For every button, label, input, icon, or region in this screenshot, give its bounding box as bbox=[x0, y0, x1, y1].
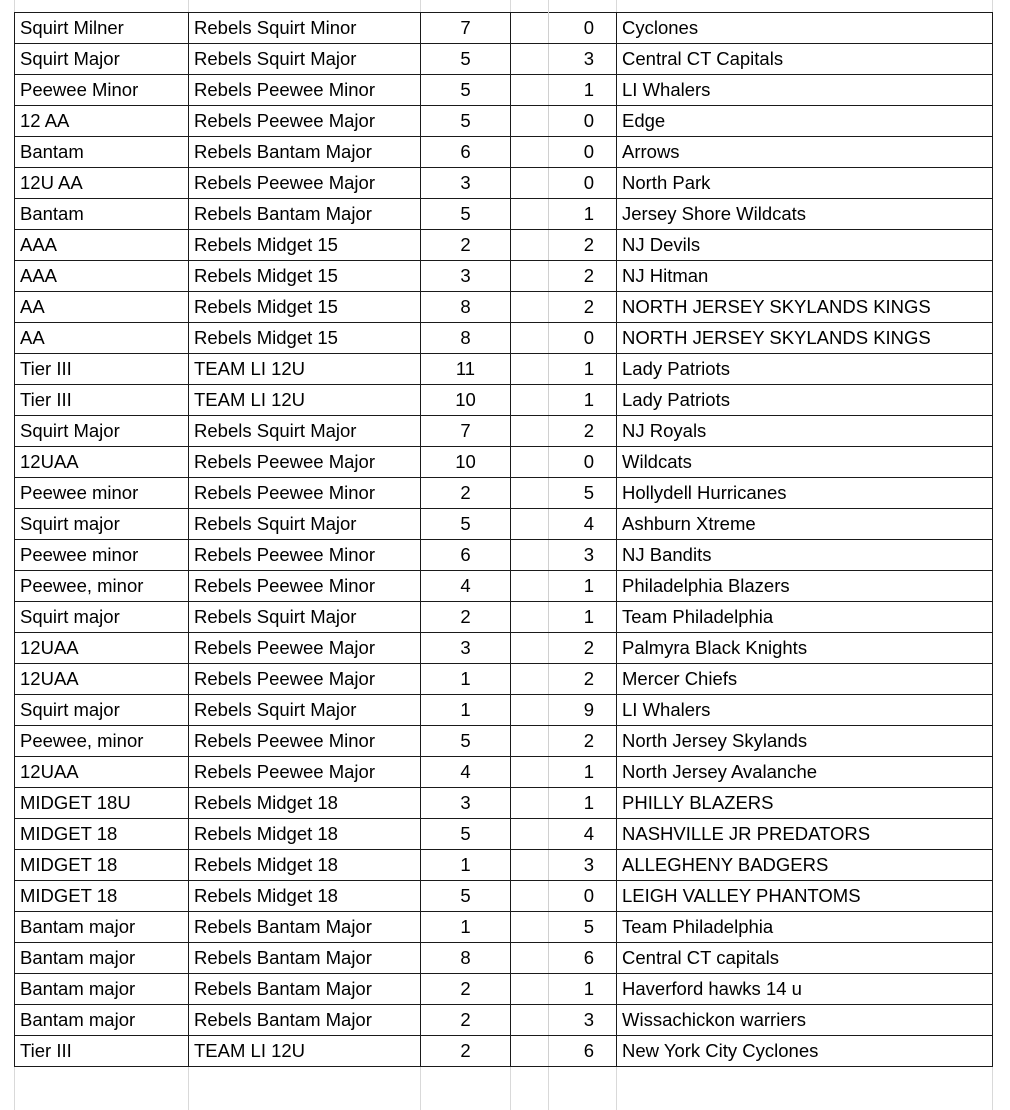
score-for-cell[interactable]: 1 bbox=[421, 912, 511, 943]
division-cell[interactable]: Bantam bbox=[15, 137, 189, 168]
empty-cell[interactable] bbox=[511, 478, 549, 509]
score-for-cell[interactable]: 10 bbox=[421, 385, 511, 416]
team-cell[interactable]: Rebels Bantam Major bbox=[189, 943, 421, 974]
opponent-cell[interactable]: Palmyra Black Knights bbox=[617, 633, 993, 664]
table-row bbox=[15, 292, 993, 323]
team-cell[interactable]: Rebels Squirt Minor bbox=[189, 13, 421, 44]
score-against-cell[interactable]: 1 bbox=[549, 602, 617, 633]
empty-cell[interactable] bbox=[511, 602, 549, 633]
table-row bbox=[15, 261, 993, 292]
opponent-cell[interactable]: NORTH JERSEY SKYLANDS KINGS bbox=[617, 323, 993, 354]
team-cell[interactable]: Rebels Squirt Major bbox=[189, 509, 421, 540]
score-against-cell[interactable]: 5 bbox=[549, 912, 617, 943]
empty-cell[interactable] bbox=[511, 75, 549, 106]
table-row bbox=[15, 416, 993, 447]
division-cell[interactable]: AA bbox=[15, 292, 189, 323]
opponent-cell[interactable]: NASHVILLE JR PREDATORS bbox=[617, 819, 993, 850]
table-row bbox=[15, 509, 993, 540]
division-cell[interactable]: Squirt major bbox=[15, 602, 189, 633]
table-row bbox=[15, 757, 993, 788]
empty-cell[interactable] bbox=[511, 571, 549, 602]
division-cell[interactable]: 12UAA bbox=[15, 757, 189, 788]
division-cell[interactable]: Tier III bbox=[15, 1036, 189, 1067]
opponent-cell[interactable]: Philadelphia Blazers bbox=[617, 571, 993, 602]
opponent-cell[interactable]: NJ Bandits bbox=[617, 540, 993, 571]
division-cell[interactable]: AAA bbox=[15, 261, 189, 292]
team-cell[interactable]: Rebels Peewee Minor bbox=[189, 571, 421, 602]
score-against-cell[interactable]: 0 bbox=[549, 106, 617, 137]
empty-cell[interactable] bbox=[511, 695, 549, 726]
opponent-cell[interactable]: Haverford hawks 14 u bbox=[617, 974, 993, 1005]
score-for-cell[interactable]: 10 bbox=[421, 447, 511, 478]
score-for-cell[interactable]: 2 bbox=[421, 974, 511, 1005]
score-for-cell[interactable]: 7 bbox=[421, 13, 511, 44]
division-cell[interactable]: Squirt major bbox=[15, 509, 189, 540]
score-for-cell[interactable]: 8 bbox=[421, 323, 511, 354]
team-cell[interactable]: Rebels Peewee Major bbox=[189, 168, 421, 199]
score-for-cell[interactable]: 2 bbox=[421, 1005, 511, 1036]
score-for-cell[interactable]: 5 bbox=[421, 44, 511, 75]
opponent-cell[interactable]: Team Philadelphia bbox=[617, 912, 993, 943]
score-against-cell[interactable]: 2 bbox=[549, 292, 617, 323]
opponent-cell[interactable]: Ashburn Xtreme bbox=[617, 509, 993, 540]
score-against-cell[interactable]: 0 bbox=[549, 13, 617, 44]
table-row bbox=[15, 633, 993, 664]
score-against-cell[interactable]: 1 bbox=[549, 75, 617, 106]
table-row bbox=[15, 850, 993, 881]
score-for-cell[interactable]: 6 bbox=[421, 137, 511, 168]
team-cell[interactable]: Rebels Peewee Major bbox=[189, 633, 421, 664]
empty-cell[interactable] bbox=[511, 881, 549, 912]
score-against-cell[interactable]: 6 bbox=[549, 943, 617, 974]
empty-cell[interactable] bbox=[511, 447, 549, 478]
score-against-cell[interactable]: 0 bbox=[549, 168, 617, 199]
division-cell[interactable]: Squirt Major bbox=[15, 416, 189, 447]
division-cell[interactable]: 12UAA bbox=[15, 664, 189, 695]
division-cell[interactable]: AAA bbox=[15, 230, 189, 261]
score-for-cell[interactable]: 11 bbox=[421, 354, 511, 385]
division-cell[interactable]: Peewee, minor bbox=[15, 726, 189, 757]
opponent-cell[interactable]: NJ Royals bbox=[617, 416, 993, 447]
team-cell[interactable]: Rebels Peewee Major bbox=[189, 106, 421, 137]
team-cell[interactable]: Rebels Midget 18 bbox=[189, 788, 421, 819]
score-against-cell[interactable]: 6 bbox=[549, 1036, 617, 1067]
empty-cell[interactable] bbox=[511, 292, 549, 323]
table-row bbox=[15, 199, 993, 230]
score-against-cell[interactable]: 9 bbox=[549, 695, 617, 726]
team-cell[interactable]: Rebels Midget 18 bbox=[189, 819, 421, 850]
opponent-cell[interactable]: Lady Patriots bbox=[617, 385, 993, 416]
empty-cell[interactable] bbox=[511, 385, 549, 416]
team-cell[interactable]: Rebels Squirt Major bbox=[189, 416, 421, 447]
score-against-cell[interactable]: 0 bbox=[549, 881, 617, 912]
empty-cell[interactable] bbox=[511, 819, 549, 850]
team-cell[interactable]: Rebels Midget 18 bbox=[189, 850, 421, 881]
scores-table bbox=[14, 12, 993, 1067]
team-cell[interactable]: Rebels Peewee Major bbox=[189, 757, 421, 788]
empty-cell[interactable] bbox=[511, 633, 549, 664]
table-row bbox=[15, 974, 993, 1005]
score-against-cell[interactable]: 2 bbox=[549, 261, 617, 292]
empty-cell[interactable] bbox=[511, 137, 549, 168]
table-row bbox=[15, 571, 993, 602]
division-cell[interactable]: Tier III bbox=[15, 385, 189, 416]
empty-cell[interactable] bbox=[511, 943, 549, 974]
team-cell[interactable]: Rebels Peewee Major bbox=[189, 664, 421, 695]
empty-cell[interactable] bbox=[511, 1036, 549, 1067]
opponent-cell[interactable]: LEIGH VALLEY PHANTOMS bbox=[617, 881, 993, 912]
score-for-cell[interactable]: 5 bbox=[421, 106, 511, 137]
team-cell[interactable]: Rebels Bantam Major bbox=[189, 912, 421, 943]
empty-cell[interactable] bbox=[511, 416, 549, 447]
empty-cell[interactable] bbox=[511, 912, 549, 943]
table-row bbox=[15, 230, 993, 261]
score-for-cell[interactable]: 5 bbox=[421, 819, 511, 850]
division-cell[interactable]: Bantam bbox=[15, 199, 189, 230]
score-against-cell[interactable]: 2 bbox=[549, 633, 617, 664]
score-against-cell[interactable]: 1 bbox=[549, 385, 617, 416]
opponent-cell[interactable]: New York City Cyclones bbox=[617, 1036, 993, 1067]
division-cell[interactable]: 12U AA bbox=[15, 168, 189, 199]
opponent-cell[interactable]: Lady Patriots bbox=[617, 354, 993, 385]
division-cell[interactable]: MIDGET 18 bbox=[15, 881, 189, 912]
empty-cell[interactable] bbox=[511, 540, 549, 571]
score-against-cell[interactable]: 2 bbox=[549, 230, 617, 261]
division-cell[interactable]: Tier III bbox=[15, 354, 189, 385]
opponent-cell[interactable]: North Jersey Skylands bbox=[617, 726, 993, 757]
score-for-cell[interactable]: 2 bbox=[421, 1036, 511, 1067]
table-row bbox=[15, 447, 993, 478]
division-cell[interactable]: 12UAA bbox=[15, 447, 189, 478]
empty-cell[interactable] bbox=[511, 199, 549, 230]
division-cell[interactable]: 12UAA bbox=[15, 633, 189, 664]
score-against-cell[interactable]: 1 bbox=[549, 354, 617, 385]
table-row bbox=[15, 385, 993, 416]
team-cell[interactable]: Rebels Peewee Minor bbox=[189, 478, 421, 509]
division-cell[interactable]: Bantam major bbox=[15, 912, 189, 943]
empty-cell[interactable] bbox=[511, 168, 549, 199]
score-against-cell[interactable]: 5 bbox=[549, 478, 617, 509]
empty-cell[interactable] bbox=[511, 323, 549, 354]
empty-cell[interactable] bbox=[511, 850, 549, 881]
score-against-cell[interactable]: 3 bbox=[549, 540, 617, 571]
opponent-cell[interactable]: Edge bbox=[617, 106, 993, 137]
empty-cell[interactable] bbox=[511, 106, 549, 137]
opponent-cell[interactable]: LI Whalers bbox=[617, 75, 993, 106]
table-row bbox=[15, 819, 993, 850]
division-cell[interactable]: Squirt Milner bbox=[15, 13, 189, 44]
table-row bbox=[15, 1036, 993, 1067]
division-cell[interactable]: Squirt Major bbox=[15, 44, 189, 75]
score-against-cell[interactable]: 4 bbox=[549, 819, 617, 850]
table-row bbox=[15, 726, 993, 757]
empty-cell[interactable] bbox=[511, 974, 549, 1005]
team-cell[interactable]: Rebels Bantam Major bbox=[189, 974, 421, 1005]
opponent-cell[interactable]: NJ Devils bbox=[617, 230, 993, 261]
table-row bbox=[15, 44, 993, 75]
table-row bbox=[15, 664, 993, 695]
score-against-cell[interactable]: 3 bbox=[549, 44, 617, 75]
opponent-cell[interactable]: NJ Hitman bbox=[617, 261, 993, 292]
division-cell[interactable]: Bantam major bbox=[15, 974, 189, 1005]
opponent-cell[interactable]: LI Whalers bbox=[617, 695, 993, 726]
opponent-cell[interactable]: Central CT capitals bbox=[617, 943, 993, 974]
score-for-cell[interactable]: 4 bbox=[421, 571, 511, 602]
empty-cell[interactable] bbox=[511, 354, 549, 385]
opponent-cell[interactable]: ALLEGHENY BADGERS bbox=[617, 850, 993, 881]
empty-cell[interactable] bbox=[511, 788, 549, 819]
score-against-cell[interactable]: 1 bbox=[549, 571, 617, 602]
team-cell[interactable]: TEAM LI 12U bbox=[189, 385, 421, 416]
division-cell[interactable]: MIDGET 18U bbox=[15, 788, 189, 819]
score-against-cell[interactable]: 1 bbox=[549, 199, 617, 230]
score-for-cell[interactable]: 3 bbox=[421, 261, 511, 292]
empty-cell[interactable] bbox=[511, 509, 549, 540]
division-cell[interactable]: Bantam major bbox=[15, 943, 189, 974]
team-cell[interactable]: Rebels Midget 15 bbox=[189, 230, 421, 261]
scores-table-body bbox=[15, 13, 993, 1067]
team-cell[interactable]: Rebels Squirt Major bbox=[189, 44, 421, 75]
empty-cell[interactable] bbox=[511, 44, 549, 75]
opponent-cell[interactable]: Central CT Capitals bbox=[617, 44, 993, 75]
score-for-cell[interactable]: 5 bbox=[421, 881, 511, 912]
score-against-cell[interactable]: 1 bbox=[549, 757, 617, 788]
opponent-cell[interactable]: Team Philadelphia bbox=[617, 602, 993, 633]
score-against-cell[interactable]: 2 bbox=[549, 664, 617, 695]
opponent-cell[interactable]: Mercer Chiefs bbox=[617, 664, 993, 695]
score-for-cell[interactable]: 4 bbox=[421, 757, 511, 788]
team-cell[interactable]: Rebels Midget 15 bbox=[189, 261, 421, 292]
score-for-cell[interactable]: 3 bbox=[421, 633, 511, 664]
score-for-cell[interactable]: 1 bbox=[421, 695, 511, 726]
team-cell[interactable]: Rebels Bantam Major bbox=[189, 1005, 421, 1036]
empty-cell[interactable] bbox=[511, 757, 549, 788]
score-for-cell[interactable]: 5 bbox=[421, 726, 511, 757]
division-cell[interactable]: Peewee Minor bbox=[15, 75, 189, 106]
score-for-cell[interactable]: 8 bbox=[421, 292, 511, 323]
division-cell[interactable]: 12 AA bbox=[15, 106, 189, 137]
opponent-cell[interactable]: North Park bbox=[617, 168, 993, 199]
table-row bbox=[15, 788, 993, 819]
score-for-cell[interactable]: 2 bbox=[421, 602, 511, 633]
opponent-cell[interactable]: Wildcats bbox=[617, 447, 993, 478]
table-row bbox=[15, 540, 993, 571]
division-cell[interactable]: Peewee minor bbox=[15, 478, 189, 509]
score-for-cell[interactable]: 8 bbox=[421, 943, 511, 974]
team-cell[interactable]: Rebels Midget 18 bbox=[189, 881, 421, 912]
empty-cell[interactable] bbox=[511, 230, 549, 261]
score-for-cell[interactable]: 5 bbox=[421, 199, 511, 230]
division-cell[interactable]: Peewee minor bbox=[15, 540, 189, 571]
score-against-cell[interactable]: 2 bbox=[549, 416, 617, 447]
division-cell[interactable]: MIDGET 18 bbox=[15, 819, 189, 850]
score-for-cell[interactable]: 5 bbox=[421, 509, 511, 540]
score-against-cell[interactable]: 1 bbox=[549, 974, 617, 1005]
score-against-cell[interactable]: 4 bbox=[549, 509, 617, 540]
score-against-cell[interactable]: 3 bbox=[549, 1005, 617, 1036]
score-for-cell[interactable]: 2 bbox=[421, 230, 511, 261]
opponent-cell[interactable]: North Jersey Avalanche bbox=[617, 757, 993, 788]
opponent-cell[interactable]: Wissachickon warriers bbox=[617, 1005, 993, 1036]
table-row bbox=[15, 106, 993, 137]
division-cell[interactable]: AA bbox=[15, 323, 189, 354]
table-row bbox=[15, 168, 993, 199]
score-against-cell[interactable]: 0 bbox=[549, 323, 617, 354]
score-for-cell[interactable]: 5 bbox=[421, 75, 511, 106]
score-against-cell[interactable]: 0 bbox=[549, 447, 617, 478]
team-cell[interactable]: Rebels Squirt Major bbox=[189, 602, 421, 633]
table-row bbox=[15, 75, 993, 106]
score-for-cell[interactable]: 3 bbox=[421, 788, 511, 819]
score-for-cell[interactable]: 6 bbox=[421, 540, 511, 571]
table-row bbox=[15, 695, 993, 726]
opponent-cell[interactable]: NORTH JERSEY SKYLANDS KINGS bbox=[617, 292, 993, 323]
opponent-cell[interactable]: Hollydell Hurricanes bbox=[617, 478, 993, 509]
score-against-cell[interactable]: 3 bbox=[549, 850, 617, 881]
score-for-cell[interactable]: 3 bbox=[421, 168, 511, 199]
empty-cell[interactable] bbox=[511, 1005, 549, 1036]
opponent-cell[interactable]: PHILLY BLAZERS bbox=[617, 788, 993, 819]
empty-cell[interactable] bbox=[511, 726, 549, 757]
table-row bbox=[15, 354, 993, 385]
table-row bbox=[15, 1005, 993, 1036]
division-cell[interactable]: MIDGET 18 bbox=[15, 850, 189, 881]
empty-cell[interactable] bbox=[511, 664, 549, 695]
opponent-cell[interactable]: Arrows bbox=[617, 137, 993, 168]
score-against-cell[interactable]: 2 bbox=[549, 726, 617, 757]
division-cell[interactable]: Peewee, minor bbox=[15, 571, 189, 602]
team-cell[interactable]: Rebels Peewee Major bbox=[189, 447, 421, 478]
score-for-cell[interactable]: 1 bbox=[421, 664, 511, 695]
opponent-cell[interactable]: Jersey Shore Wildcats bbox=[617, 199, 993, 230]
table-row bbox=[15, 912, 993, 943]
empty-cell[interactable] bbox=[511, 13, 549, 44]
score-against-cell[interactable]: 0 bbox=[549, 137, 617, 168]
score-for-cell[interactable]: 2 bbox=[421, 478, 511, 509]
division-cell[interactable]: Bantam major bbox=[15, 1005, 189, 1036]
table-row bbox=[15, 13, 993, 44]
team-cell[interactable]: Rebels Midget 15 bbox=[189, 323, 421, 354]
division-cell[interactable]: Squirt major bbox=[15, 695, 189, 726]
table-row bbox=[15, 323, 993, 354]
table-row bbox=[15, 881, 993, 912]
opponent-cell[interactable]: Cyclones bbox=[617, 13, 993, 44]
team-cell[interactable]: TEAM LI 12U bbox=[189, 354, 421, 385]
team-cell[interactable]: Rebels Bantam Major bbox=[189, 199, 421, 230]
table-row bbox=[15, 478, 993, 509]
team-cell[interactable]: Rebels Bantam Major bbox=[189, 137, 421, 168]
score-for-cell[interactable]: 7 bbox=[421, 416, 511, 447]
team-cell[interactable]: Rebels Peewee Minor bbox=[189, 75, 421, 106]
empty-cell[interactable] bbox=[511, 261, 549, 292]
team-cell[interactable]: TEAM LI 12U bbox=[189, 1036, 421, 1067]
team-cell[interactable]: Rebels Peewee Minor bbox=[189, 540, 421, 571]
table-row bbox=[15, 943, 993, 974]
team-cell[interactable]: Rebels Squirt Major bbox=[189, 695, 421, 726]
score-for-cell[interactable]: 1 bbox=[421, 850, 511, 881]
table-row bbox=[15, 137, 993, 168]
team-cell[interactable]: Rebels Peewee Minor bbox=[189, 726, 421, 757]
score-against-cell[interactable]: 1 bbox=[549, 788, 617, 819]
table-row bbox=[15, 602, 993, 633]
team-cell[interactable]: Rebels Midget 15 bbox=[189, 292, 421, 323]
